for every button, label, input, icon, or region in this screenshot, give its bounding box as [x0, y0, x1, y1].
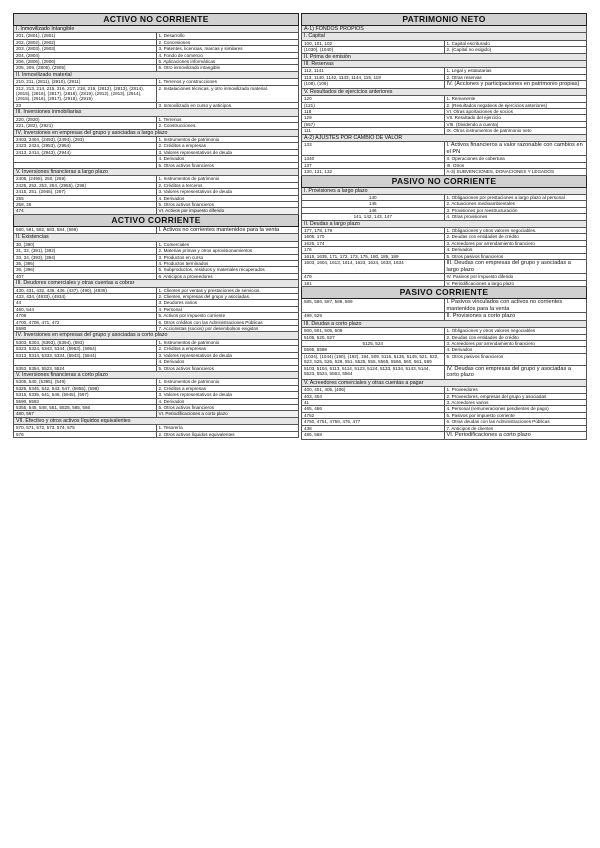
item-label: II. Provisiones a corto plazo	[444, 313, 587, 321]
account-codes: (1030), (1040)	[302, 47, 445, 53]
account-codes: 1603, 1604, 1613, 1614, 1623, 1624, 1633, 1634	[302, 259, 445, 273]
account-codes: 30, (390)	[14, 241, 157, 247]
account-codes: 4752	[302, 412, 445, 418]
section-title: ACTIVO NO CORRIENTE	[14, 14, 299, 26]
account-codes: 44	[14, 300, 157, 306]
subsection-title: IV. Inversiones en empresas del grupo y asociadas a largo plazo	[14, 129, 299, 136]
account-codes: (557)	[302, 121, 445, 127]
subsection-title: V. Inversiones financieras a corto plazo	[14, 371, 299, 378]
item-label: 3. Acreedores varios	[444, 400, 587, 406]
item-label: 6. Otros créditos con las Administraciones Públicas	[156, 319, 299, 325]
account-codes: 35, (395)	[14, 261, 157, 267]
account-codes: 576	[14, 431, 157, 437]
account-codes: 140	[302, 194, 445, 200]
item-label: I. Activos financieros a valor razonable con cambios en el PN	[444, 142, 587, 156]
item-label: 3. Provisiones por reestructuración	[444, 207, 587, 213]
account-codes: 5353, 5354, 5523, 5524	[14, 365, 157, 371]
account-codes: 479	[302, 274, 445, 280]
item-label: 3. Valores representativos de deuda	[156, 189, 299, 195]
account-codes: 4750, 4751, 4758, 476, 477	[302, 419, 445, 425]
item-label: 1. Comerciales	[156, 241, 299, 247]
section-header	[14, 14, 299, 26]
section-header	[14, 214, 299, 226]
account-codes: 1625, 174	[302, 240, 445, 246]
item-label: VI. Periodificaciones a corto plazo	[156, 411, 299, 417]
account-codes: 430, 431, 432, 435, 436, (437), (490), (4935)	[14, 287, 157, 293]
account-codes: 474	[14, 208, 157, 214]
subsection-title: I. Capital	[302, 33, 587, 40]
account-codes: 113, 1140, 1142, 1143, 1144, 115, 119	[302, 74, 445, 80]
item-label: 2. Clientes, empresas del grupo y asociadas.	[156, 294, 299, 300]
section-title: PATRIMONIO NETO	[302, 14, 587, 26]
section-title: ACTIVO CORRIENTE	[14, 214, 299, 226]
account-codes: 5303, 5304, (5393), (5394), (593)	[14, 339, 157, 345]
account-codes: 120	[302, 96, 445, 102]
item-label: 7. Accionistas (socios) por desembolsos exigidos	[156, 326, 299, 332]
item-label: III. Deudas con empresas del grupo y asociadas a largo plazo	[444, 259, 587, 273]
account-row	[302, 298, 587, 312]
subsection-title: V. Resultados de ejercicios anteriores	[302, 88, 587, 95]
account-codes: 201, (2801), (2901)	[14, 33, 157, 39]
assets-column	[13, 13, 299, 440]
item-label: 1. Terrenos	[156, 116, 299, 122]
subsection-title: III. Deudas a corto plazo	[302, 320, 587, 327]
account-codes: 5323, 5324, 5343, 5344, (5953), (5954)	[14, 346, 157, 352]
account-codes: 2403, 2404, (2493), (2494), (293)	[14, 136, 157, 142]
subsection-header	[14, 280, 299, 287]
account-row	[302, 259, 587, 273]
item-label: 4. Derivados	[444, 247, 587, 253]
item-label: 1. Instrumentos de patrimonio	[156, 136, 299, 142]
account-row	[14, 226, 299, 234]
item-label: IV. (Acciones y participaciones en patrimonio propias)	[444, 81, 587, 89]
account-codes: 203, (2803), (2903)	[14, 46, 157, 52]
subsection-title: III. Inversiones inmobiliarias	[14, 109, 299, 116]
item-label: 5. Aplicaciones informáticas	[156, 59, 299, 65]
account-row	[14, 85, 299, 102]
subsection-header	[302, 134, 587, 141]
account-codes: 221, (282), (2921)	[14, 123, 157, 129]
item-label: 2. (Capital no exigido)	[444, 47, 587, 53]
account-codes: 2413, 2414, (2943), (2944)	[14, 149, 157, 155]
item-label: 5. Subproductos, residuos y materiales recuperados	[156, 267, 299, 273]
item-label: 3. Patentes, licencias, marcas y similares	[156, 46, 299, 52]
account-codes: 146	[302, 207, 445, 213]
equity-liabilities-table	[301, 13, 587, 440]
item-label: 2. Proveedores, empresas del grupo y asociadas	[444, 393, 587, 399]
item-label: A-3) SUBVENCIONES, DONACIONES Y LEGADOS	[444, 169, 587, 175]
account-codes: 137	[302, 162, 445, 168]
account-codes: 5315, 5335, 541, 546, (5945), (597)	[14, 392, 157, 398]
subsection-title: A-2) AJUSTES POR CAMBIO DE VALOR	[302, 134, 587, 141]
account-codes: 585, 586, 587, 588, 589	[302, 298, 445, 312]
account-codes: 258, 26	[14, 201, 157, 207]
subsection-title: II. Inmovilizado material	[14, 71, 299, 78]
account-codes: 5125, 524	[302, 340, 445, 346]
subsection-header	[14, 71, 299, 78]
account-codes: 176	[302, 247, 445, 253]
account-codes: 5580	[14, 326, 157, 332]
account-codes: 5325, 5345, 542, 543, 547, (5955), (598)	[14, 385, 157, 391]
subsection-header	[302, 187, 587, 194]
account-codes: 36, (396)	[14, 267, 157, 273]
account-codes: 433, 434, (4933), (4934)	[14, 294, 157, 300]
item-label: 1. Desarrollo	[156, 33, 299, 39]
subsection-header	[302, 220, 587, 227]
item-label: 3. Productos en curso	[156, 254, 299, 260]
balance-sheet	[13, 13, 587, 440]
item-label: 5. Otros activos financieros	[156, 201, 299, 207]
item-label: 5. Activos por impuesto corriente	[156, 313, 299, 319]
account-codes: 5313, 5314, 5333, 5334, (5943), (5944)	[14, 352, 157, 358]
account-codes: 400, 401, 405, (406)	[302, 387, 445, 393]
account-codes: 4709	[14, 313, 157, 319]
account-codes: 177, 178, 179	[302, 227, 445, 233]
item-label: 3. Acreedores por arrendamiento financiero	[444, 340, 587, 346]
item-label: 2. Construcciones.	[156, 123, 299, 129]
item-label: 5. Otros activos financieros	[156, 365, 299, 371]
account-codes: 5105, 520, 527	[302, 334, 445, 340]
account-codes: 465, 466	[302, 406, 445, 412]
section-header	[302, 286, 587, 298]
item-label: 3. Inmovilizado en curso y anticipos.	[156, 102, 299, 108]
item-label: 2. Créditos a empresas	[156, 346, 299, 352]
item-label: 1. Obligaciones y otros valores negociables	[444, 328, 587, 334]
item-label: 2. Otras reservas	[444, 74, 587, 80]
account-codes: 485, 568	[302, 432, 445, 440]
subsection-title: V. Inversiones financieras a largo plazo	[14, 168, 299, 175]
section-title: PASIVO NO CORRIENTE	[302, 175, 587, 187]
account-codes: 100, 101, 102	[302, 40, 445, 46]
item-label: 2. Materias primas y otros aprovisionamientos	[156, 248, 299, 254]
item-label: 3. Valores representativos de deuda	[156, 392, 299, 398]
account-codes: 212, 213, 214, 215, 216, 217, 218, 219, (2812), (2813), (2814), (2815), (2816), (2817), (2818), (2819), (2912), (2913), (2914), (2915), (2916), (2917), (2918), (2919)	[14, 85, 157, 102]
account-codes: 460, 544	[14, 306, 157, 312]
account-codes: 5103, 5104, 5113, 5114, 5123, 5124, 5133, 5134, 5143, 5144, 5523, 5524, 5563, 5564	[302, 365, 445, 379]
subsection-header	[302, 88, 587, 95]
item-label: 3. Acreedores por arrendamiento financiero	[444, 240, 587, 246]
item-label: 1. Clientes por ventas y prestaciones de servicios.	[156, 287, 299, 293]
item-label: VII. Resultado del ejercicio	[444, 115, 587, 121]
item-label: II. Operaciones de cobertura	[444, 156, 587, 162]
item-label: 5. Otros pasivos financieros	[444, 253, 587, 259]
item-label: 1. Obligaciones por prestaciones a largo plazo al personal	[444, 194, 587, 200]
account-row	[302, 353, 587, 365]
account-codes: 500, 501, 505, 506	[302, 328, 445, 334]
account-codes: 1605, 170	[302, 234, 445, 240]
account-codes: 480, 567	[14, 411, 157, 417]
item-label: 4. Personal (remuneraciones pendientes de pago)	[444, 406, 587, 412]
account-codes: 580, 581, 582, 583, 584, (599)	[14, 226, 157, 234]
item-label: 1. Remanente	[444, 96, 587, 102]
item-label: 4. Derivados	[156, 156, 299, 162]
item-label: 1. Proveedores	[444, 387, 587, 393]
account-codes: 130, 131, 132	[302, 169, 445, 175]
account-codes: 181	[302, 280, 445, 286]
item-label: 2. Actuaciones medioambientales	[444, 201, 587, 207]
subsection-title: III. Deudores comerciales y otras cuentas a cobrar	[14, 280, 299, 287]
account-row	[302, 432, 587, 440]
subsection-header	[14, 168, 299, 175]
subsection-header	[302, 320, 587, 327]
item-label: 7. Anticipos de clientes	[444, 425, 587, 431]
account-row	[302, 313, 587, 321]
account-codes: (108), (109)	[302, 81, 445, 89]
item-label: 4. Derivados	[156, 359, 299, 365]
item-label: V. Periodificaciones a largo plazo	[444, 280, 587, 286]
account-codes: 220, (2920)	[14, 116, 157, 122]
equity-liabilities-column	[301, 13, 587, 440]
item-label: 1. Obligaciones y otros valores negociables.	[444, 227, 587, 233]
subsection-header	[302, 33, 587, 40]
item-label: 2. Instalaciones técnicas, y otro inmovilizado material.	[156, 85, 299, 102]
account-row	[302, 81, 587, 89]
account-codes: 2415, 251, (2945), (297)	[14, 189, 157, 195]
item-label: IV. Deudas con empresas del grupo y asociadas a corto plazo	[444, 365, 587, 379]
account-codes: 5590, 5593	[14, 398, 157, 404]
account-codes: 141, 142, 143, 147	[302, 214, 445, 220]
item-label: VI. Activos por impuesto diferido	[156, 208, 299, 214]
subsection-title: V. Acreedores comerciales y otras cuentas a pagar	[302, 379, 587, 386]
item-label: IX. Otros instrumentos de patrimonio neto	[444, 128, 587, 134]
item-label: 2. Otros activos líquidos equivalentes	[156, 431, 299, 437]
account-codes: 145	[302, 201, 445, 207]
item-label: 1. Legal y estatutarias	[444, 68, 587, 74]
item-label: VIII. (Dividendo a cuenta)	[444, 121, 587, 127]
subsection-title: II. Existencias	[14, 234, 299, 241]
account-codes: (1034), (1044) (190), (192), 194, 509, 5115, 5135, 5145, 521, 522, 523, 525, 526, 528, 551, 5525, 555, 5565, 5566, 560, 561, 569	[302, 353, 445, 365]
account-codes: 403, 404	[302, 393, 445, 399]
subsection-title: IV. Inversiones en empresas del grupo y asociadas a corto plazo	[14, 332, 299, 339]
account-codes: 23	[14, 102, 157, 108]
item-label: 3. Valores representativos de deuda	[156, 149, 299, 155]
account-codes: 210, 211, (2811), (2910), (2911)	[14, 79, 157, 85]
account-row	[14, 431, 299, 437]
account-codes: 570, 571, 572, 573, 574, 575	[14, 425, 157, 431]
account-codes: 2423, 2424, (2953), (2954)	[14, 143, 157, 149]
assets-table	[13, 13, 299, 438]
item-label: VI. Periodificaciones a corto plazo	[444, 432, 587, 440]
subsection-title: A-1) FONDOS PROPIOS	[302, 26, 587, 33]
item-label: 1. Terrenos y construcciones	[156, 79, 299, 85]
account-codes: 112, 1141	[302, 68, 445, 74]
account-codes: 118	[302, 109, 445, 115]
account-row	[302, 365, 587, 379]
item-label: 4. Derivados	[156, 398, 299, 404]
subsection-header	[14, 109, 299, 116]
subsection-header	[14, 234, 299, 241]
account-codes: 205, 209, (2805), (2905)	[14, 65, 157, 71]
item-label: 2. (Resultados negativos de ejercicios anteriores)	[444, 102, 587, 108]
account-codes: 2405, (2495), 250, (259)	[14, 176, 157, 182]
account-codes: 255	[14, 195, 157, 201]
item-label: 2. Créditos a empresas	[156, 143, 299, 149]
item-label: 2. Deudas con entidades de crédito	[444, 334, 587, 340]
item-label: III. Otros	[444, 162, 587, 168]
item-label: 1. Instrumentos de patrimonio	[156, 379, 299, 385]
item-label: 5. Pasivos por impuesto corriente	[444, 412, 587, 418]
account-codes: 33, 34, (393), (394)	[14, 254, 157, 260]
item-label: 1. Instrumentos de patrimonio	[156, 339, 299, 345]
section-header	[302, 14, 587, 26]
item-label: 2. Créditos a empresas	[156, 385, 299, 391]
account-codes: 4700, 4708, 471, 472	[14, 319, 157, 325]
item-label: IV. Pasivos por impuesto diferido	[444, 274, 587, 280]
account-codes: 41	[302, 400, 445, 406]
item-label: VI. Otras aportaciones de socios	[444, 109, 587, 115]
item-label: 4. Derivados	[156, 195, 299, 201]
item-label: 5. Otros pasivos financieros	[444, 353, 587, 365]
subsection-header	[302, 26, 587, 33]
item-label: 5. Otros activos financieros	[156, 404, 299, 410]
item-label: 2. Concesiones	[156, 39, 299, 45]
account-row	[302, 142, 587, 156]
account-codes: 5305, 540, (5395), (549)	[14, 379, 157, 385]
item-label: 6. Otro inmovilizado intangible	[156, 65, 299, 71]
account-codes: 133	[302, 142, 445, 156]
item-label: 4. Fondo de comercio	[156, 52, 299, 58]
subsection-header	[14, 332, 299, 339]
subsection-title: II. Prima de emisión	[302, 53, 587, 60]
subsection-header	[14, 371, 299, 378]
subsection-header	[302, 379, 587, 386]
item-label: 4. Derivados	[444, 347, 587, 353]
section-title: PASIVO CORRIENTE	[302, 286, 587, 298]
account-codes: 204, (2904)	[14, 52, 157, 58]
subsection-title: VII. Efectivo y otros activos líquidos equivalentes	[14, 417, 299, 424]
account-codes: 111	[302, 128, 445, 134]
item-label: 1. Capital escriturado	[444, 40, 587, 46]
subsection-header	[14, 26, 299, 33]
subsection-title: II. Deudas a largo plazo	[302, 220, 587, 227]
item-label: 6. Anticipos a proveedores	[156, 273, 299, 279]
subsection-header	[14, 129, 299, 136]
item-label: 2. Deudas con entidades de crédito	[444, 234, 587, 240]
account-codes: 407	[14, 273, 157, 279]
item-label: 2. Créditos a terceros	[156, 182, 299, 188]
subsection-header	[302, 53, 587, 60]
account-codes: 129	[302, 115, 445, 121]
account-codes: 1340	[302, 156, 445, 162]
account-codes: 206, (2806), (2906)	[14, 59, 157, 65]
account-codes: 499, 529	[302, 313, 445, 321]
account-codes: (121)	[302, 102, 445, 108]
item-label: 3. Valores representativos de deuda	[156, 352, 299, 358]
item-label: 3. Deudores varios	[156, 300, 299, 306]
account-codes: 2425, 252, 253, 254, (2955), (298)	[14, 182, 157, 188]
account-codes: 438	[302, 425, 445, 431]
item-label: 4. Productos terminados	[156, 261, 299, 267]
item-label: 4. Otras provisiones	[444, 214, 587, 220]
subsection-title: I. Inmovilizado Intangible	[14, 26, 299, 33]
account-codes: 5355, 545, 548, 551, 5525, 565, 566	[14, 404, 157, 410]
subsection-header	[302, 61, 587, 68]
item-label: 6. Otras deudas con las Administraciones Públicas	[444, 419, 587, 425]
subsection-title: I. Provisiones a largo plazo	[302, 187, 587, 194]
account-codes: 1615, 1635, 171, 172, 173, 175, 180, 185, 189	[302, 253, 445, 259]
item-label: I. Pasivos vinculados con activos no corrientes mantenidos para la venta	[444, 298, 587, 312]
item-label: 1. Instrumentos de patrimonio	[156, 176, 299, 182]
account-codes: 31, 32, (391), (392)	[14, 248, 157, 254]
account-codes: 5595, 5598	[302, 347, 445, 353]
subsection-header	[14, 417, 299, 424]
section-header	[302, 175, 587, 187]
item-label: 4. Personal	[156, 306, 299, 312]
item-label: I. Activos no corrientes mantenidos para la venta	[156, 226, 299, 234]
account-codes: 202, (2802), (2902)	[14, 39, 157, 45]
subsection-title: III. Reservas	[302, 61, 587, 68]
item-label: 1. Tesorería	[156, 425, 299, 431]
item-label: 5. Otros activos financieros	[156, 162, 299, 168]
